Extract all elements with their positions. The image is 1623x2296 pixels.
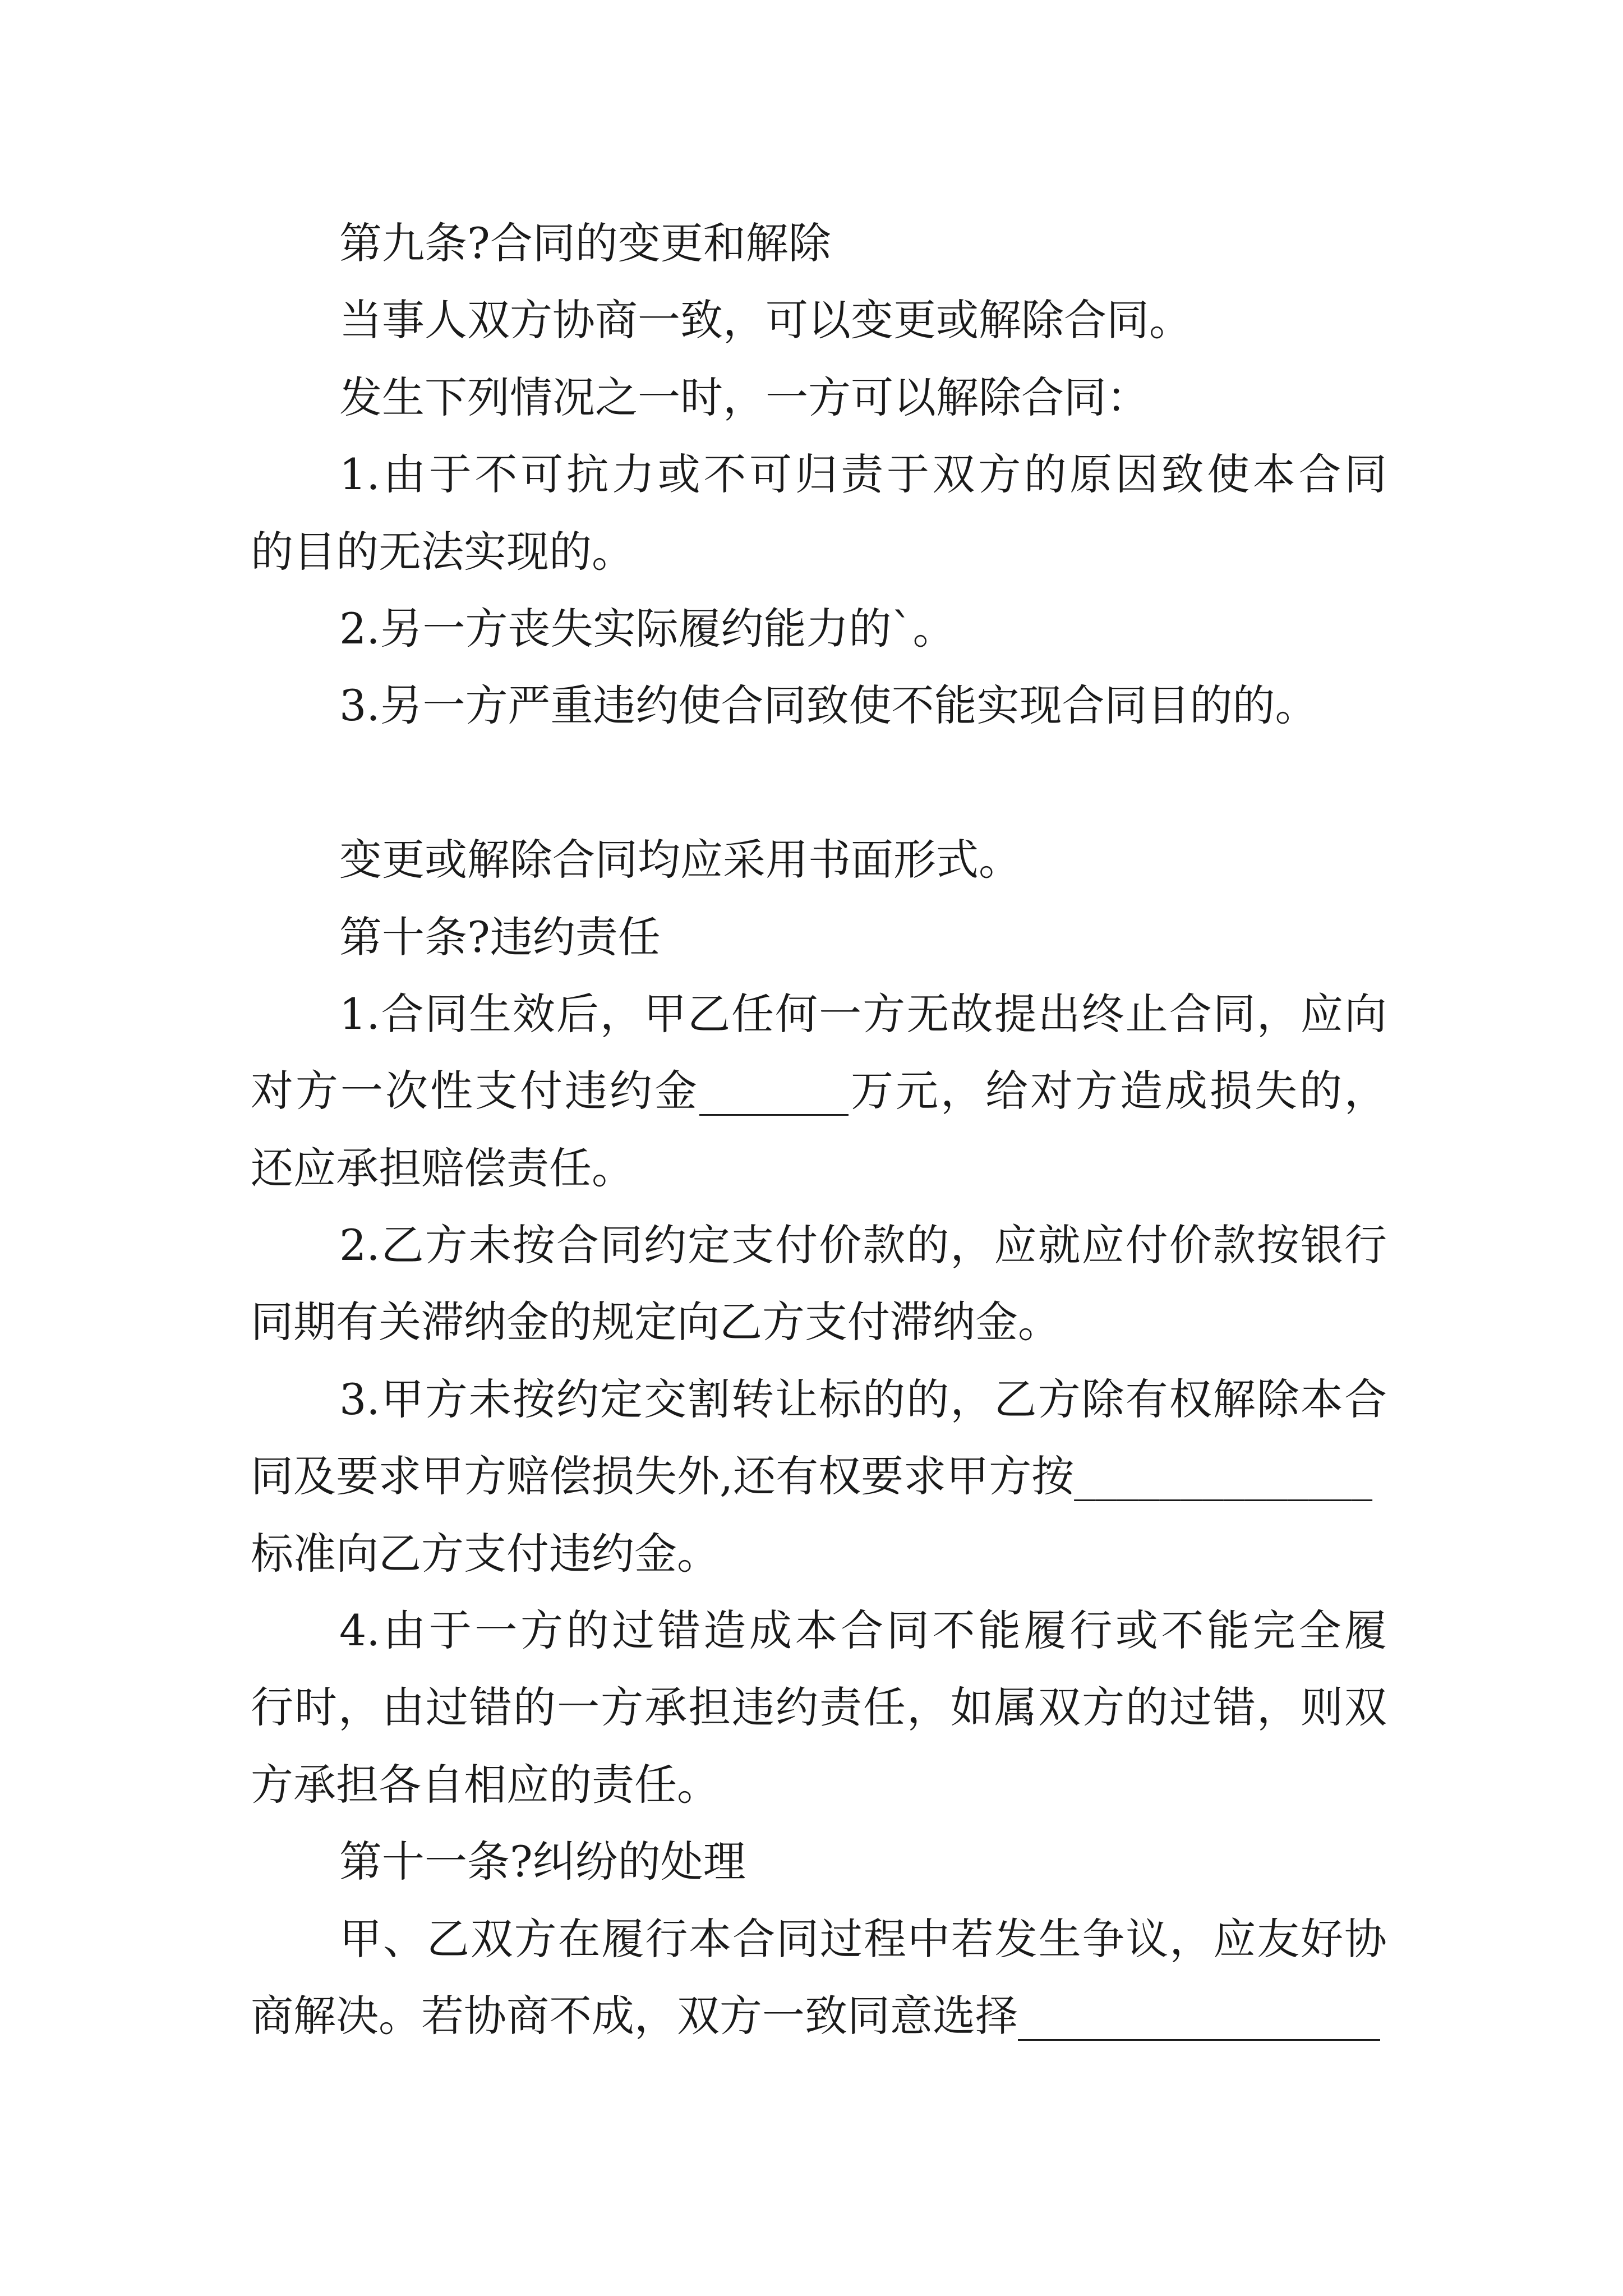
paragraph (251, 1901, 1387, 2055)
paragraph-line: 当事人双方协商一致，可以变更或解除合同。 (339, 295, 1192, 346)
paragraph-line: 2.另一方丧失实际履约能力的`。 (339, 603, 956, 654)
paragraph-line: 1.由于不可抗力或不可归责于双方的原因致使本合同 (339, 449, 1387, 500)
paragraph (251, 1361, 1387, 1592)
paragraph-line: 商解决。若协商不成，双方一致同意选择_________________ (251, 1990, 1380, 2041)
paragraph (251, 821, 1387, 898)
paragraph (251, 1207, 1387, 1361)
paragraph-line: 对方一次性支付违约金_______万元，给对方造成损失的， (251, 1066, 1387, 1116)
paragraph-line: 4.由于一方的过错造成本合同不能履行或不能完全履 (339, 1605, 1387, 1656)
paragraph (251, 590, 1387, 667)
paragraph-line: 标准向乙方支付违约金。 (251, 1528, 720, 1579)
article-heading: 第十一条?纠纷的处理 (339, 1837, 746, 1887)
paragraph-line: 同期有关滞纳金的规定向乙方支付滞纳金。 (251, 1297, 1061, 1347)
paragraph-line: 发生下列情况之一时，一方可以解除合同： (339, 372, 1149, 422)
paragraph (251, 282, 1387, 358)
article-heading: 第十条?违约责任 (339, 912, 661, 962)
document-body (251, 205, 1387, 2054)
article-section (251, 899, 1387, 1824)
article-section (251, 205, 1387, 899)
paragraph-line: 方承担各自相应的责任。 (251, 1759, 720, 1810)
paragraph-line: 的目的无法实现的。 (251, 526, 634, 577)
paragraph-line: 行时，由过错的一方承担违约责任，如属双方的过错，则双 (251, 1682, 1387, 1733)
paragraph (251, 359, 1387, 436)
paragraph-line: 3.另一方严重违约使合同致使不能实现合同目的的。 (339, 680, 1318, 731)
paragraph (251, 1592, 1387, 1823)
paragraph-line: 同及要求甲方赔偿损失外,还有权要求甲方按______________ (251, 1451, 1373, 1502)
paragraph-line: 还应承担赔偿责任。 (251, 1143, 634, 1193)
paragraph-line: 1.合同生效后，甲乙任何一方无故提出终止合同，应向 (339, 988, 1387, 1039)
blank-line-spacer (251, 744, 1387, 821)
paragraph (251, 976, 1387, 1207)
paragraph-line: 3.甲方未按约定交割转让标的的，乙方除有权解除本合 (339, 1374, 1387, 1424)
paragraph-line: 变更或解除合同均应采用书面形式。 (339, 835, 1021, 885)
paragraph-line: 甲、乙双方在履行本合同过程中若发生争议，应友好协 (339, 1913, 1387, 1964)
paragraph (251, 667, 1387, 744)
article-heading: 第九条?合同的变更和解除 (339, 218, 831, 268)
article-section (251, 1823, 1387, 2054)
paragraph-line: 2.乙方未按合同约定支付价款的，应就应付价款按银行 (339, 1220, 1387, 1271)
paragraph (251, 436, 1387, 590)
